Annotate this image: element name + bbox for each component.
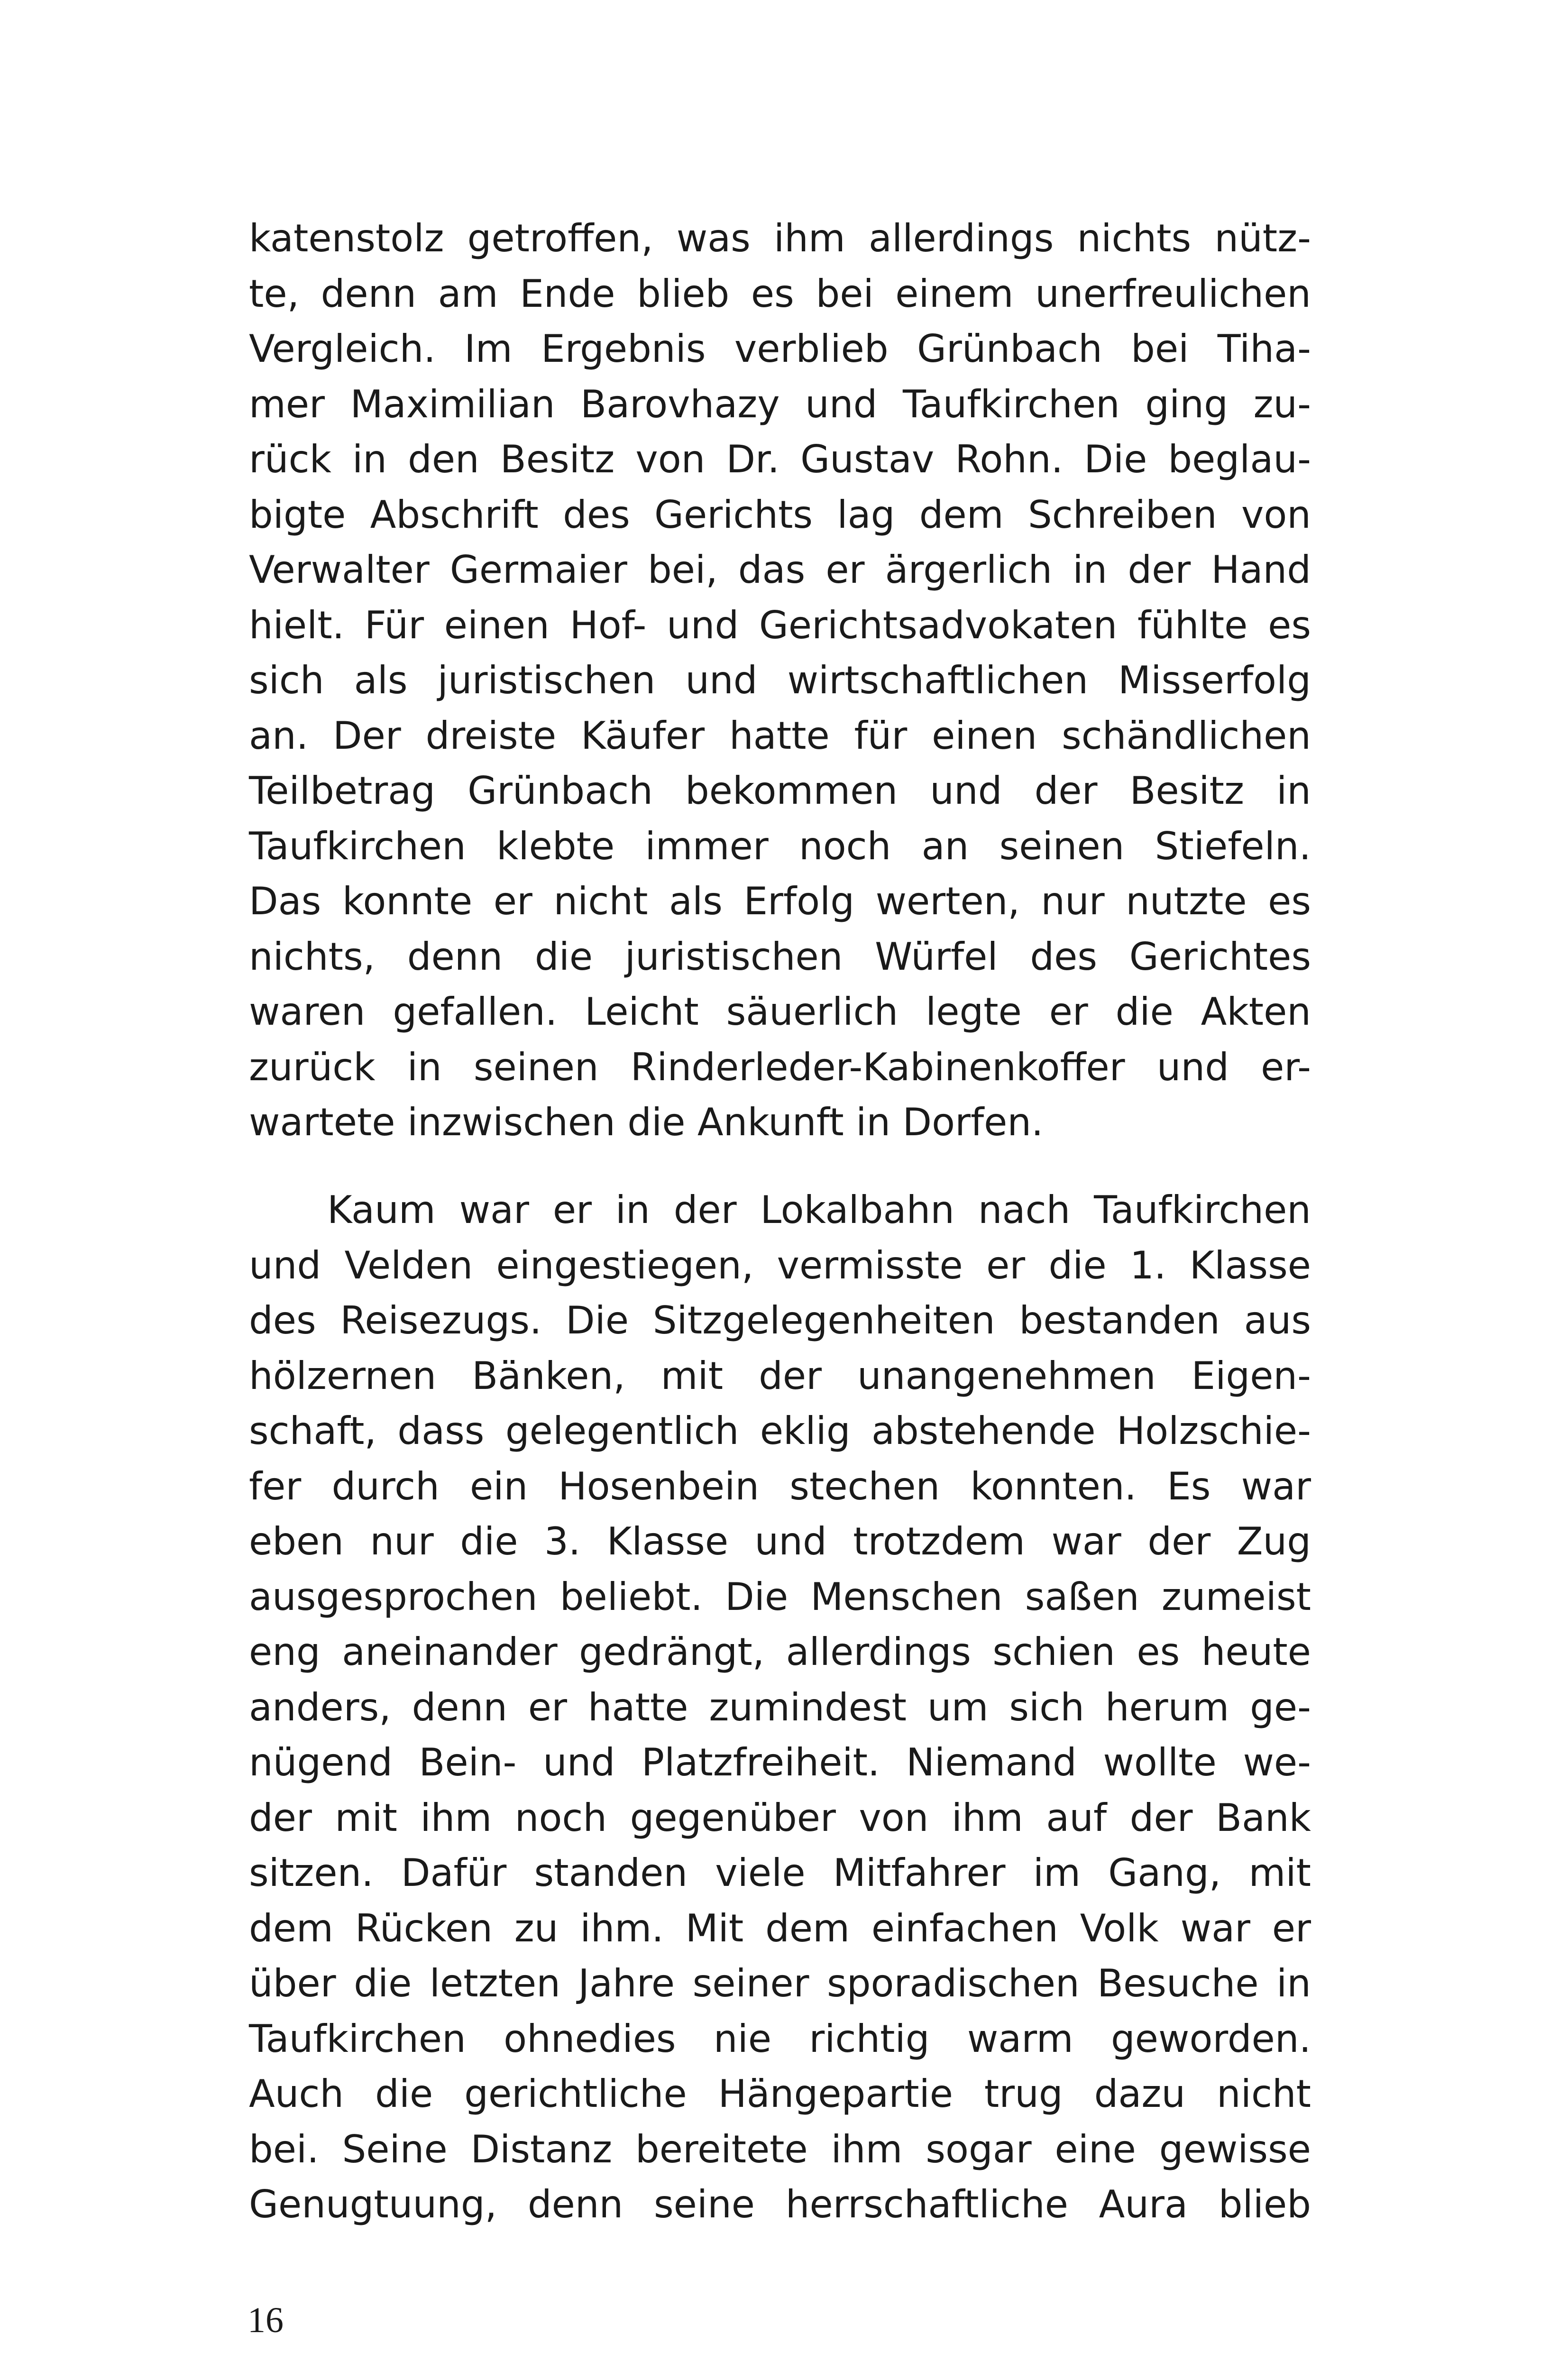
text-line: zurück in seinen Rinderleder-Kabinenkoffer und er-	[249, 1045, 1311, 1089]
paragraph-1	[249, 211, 1311, 1150]
text-line: an. Der dreiste Käufer hatte für einen schändlichen	[249, 713, 1311, 758]
text-line: rück in den Besitz von Dr. Gustav Rohn. Die beglau-	[249, 437, 1311, 481]
text-line: waren gefallen. Leicht säuerlich legte er die Akten	[249, 990, 1311, 1034]
text-line: und Velden eingestiegen, vermisste er die 1. Klasse	[249, 1243, 1311, 1287]
text-line: anders, denn er hatte zumindest um sich herum ge-	[249, 1685, 1311, 1729]
text-line: nügend Bein- und Platzfreiheit. Niemand wollte we-	[249, 1740, 1311, 1784]
text-line: eben nur die 3. Klasse und trotzdem war der Zug	[249, 1519, 1311, 1563]
text-line: Das konnte er nicht als Erfolg werten, nur nutzte es	[249, 879, 1311, 923]
text-line: nichts, denn die juristischen Würfel des Gerichtes	[249, 934, 1311, 979]
text-line: Taufkirchen ohnedies nie richtig warm geworden.	[249, 2016, 1311, 2061]
text-line: katenstolz getroffen, was ihm allerdings nichts nütz-	[249, 216, 1311, 260]
text-line: fer durch ein Hosenbein stechen konnten. Es war	[249, 1464, 1311, 1508]
text-line: Auch die gerichtliche Hängepartie trug dazu nicht	[249, 2072, 1311, 2116]
text-line: te, denn am Ende blieb es bei einem unerfreulichen	[249, 271, 1311, 316]
text-line: sitzen. Dafür standen viele Mitfahrer im Gang, mit	[249, 1851, 1311, 1895]
text-line: Kaum war er in der Lokalbahn nach Taufkirchen	[327, 1188, 1311, 1232]
text-line: bigte Abschrift des Gerichts lag dem Schreiben von	[249, 492, 1311, 537]
text-line: hölzernen Bänken, mit der unangenehmen Eigen-	[249, 1353, 1311, 1398]
paragraph-2	[249, 1183, 1311, 2233]
text-line: Verwalter Germaier bei, das er ärgerlich in der Hand	[249, 548, 1311, 592]
text-line: Vergleich. Im Ergebnis verblieb Grünbach bei Tiha-	[249, 327, 1311, 371]
text-line: Taufkirchen klebte immer noch an seinen Stiefeln.	[249, 824, 1311, 868]
text-line: bei. Seine Distanz bereitete ihm sogar eine gewisse	[249, 2127, 1311, 2171]
text-line: ausgesprochen beliebt. Die Menschen saßen zumeist	[249, 1574, 1311, 1619]
text-line: sich als juristischen und wirtschaftlichen Misserfolg	[249, 658, 1311, 702]
text-line: über die letzten Jahre seiner sporadischen Besuche in	[249, 1961, 1311, 2005]
text-line: mer Maximilian Barovhazy und Taufkirchen ging zu-	[249, 382, 1311, 426]
text-line: dem Rücken zu ihm. Mit dem einfachen Volk war er	[249, 1906, 1311, 1950]
page-number: 16	[248, 2300, 284, 2340]
text-line: des Reisezugs. Die Sitzgelegenheiten bestanden aus	[249, 1298, 1311, 1342]
text-line: hielt. Für einen Hof- und Gerichtsadvokaten fühlte es	[249, 603, 1311, 647]
text-line: eng aneinander gedrängt, allerdings schien es heute	[249, 1630, 1311, 1674]
text-line: Teilbetrag Grünbach bekommen und der Besitz in	[249, 769, 1311, 813]
text-line: schaft, dass gelegentlich eklig abstehende Holzschie-	[249, 1409, 1311, 1453]
text-line: Genugtuung, denn seine herrschaftliche Aura blieb	[249, 2182, 1311, 2226]
text-line: der mit ihm noch gegenüber von ihm auf der Bank	[249, 1795, 1311, 1840]
text-line: wartete inzwischen die Ankunft in Dorfen.	[249, 1100, 1044, 1144]
